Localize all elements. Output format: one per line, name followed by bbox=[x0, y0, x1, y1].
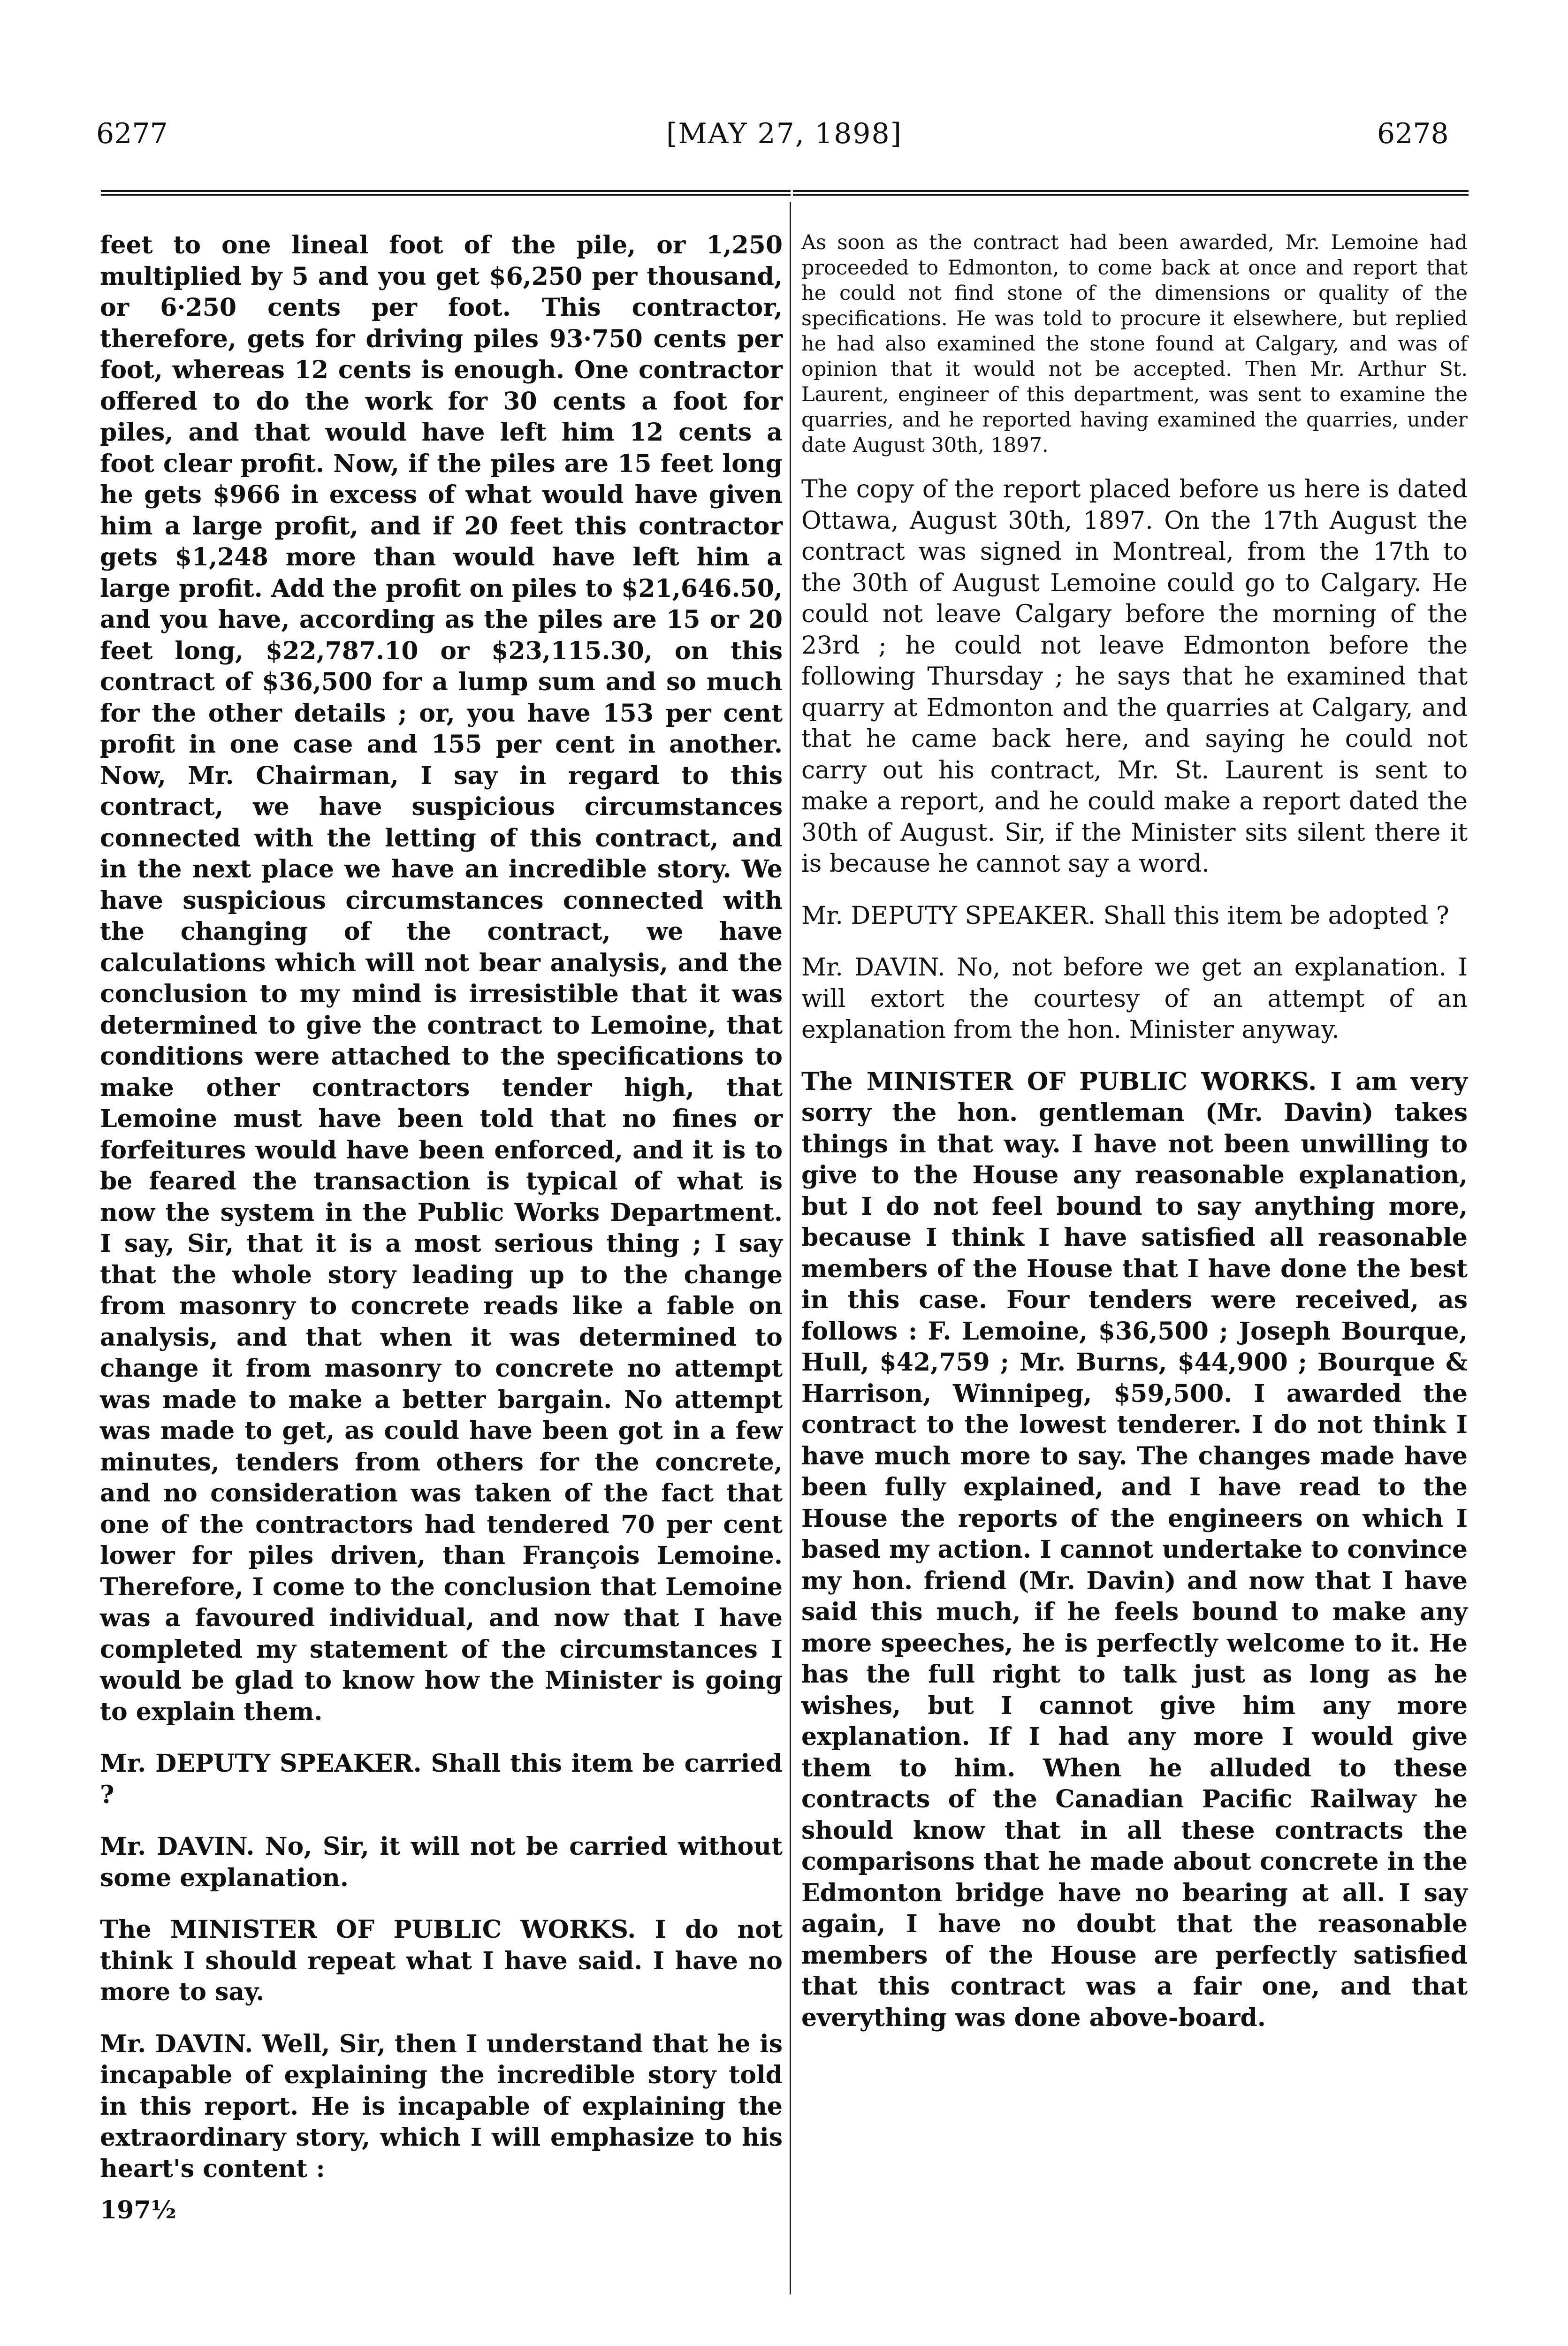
speech-paragraph: Mr. DEPUTY SPEAKER. Shall this item be adopted ? bbox=[801, 901, 1449, 930]
speech-paragraph: The copy of the report placed before us here is dated Ottawa, August 30th, 1897. On the 17th August the contract was signed in Montreal, from the 17th to the 30th of August Lemoine could go to Calgary. He could not leave Calgary before the morning of the 23rd ; he could not leave Edmonton before the following Thursday ; he says that he examined that quarry at Edmonton and the quarries at Calgary, and that he came back here, and saying he could not carry out his contract, Mr. St. Laurent is sent to make a report, and he could make a report dated the 30th of August. Sir, if the Minister sits silent there it is because he cannot say a word. bbox=[801, 475, 1468, 878]
page-date: [MAY 27, 1898] bbox=[666, 117, 903, 150]
speech-paragraph: Mr. DAVIN. No, Sir, it will not be carried without some explanation. bbox=[100, 1832, 783, 1892]
speech-paragraph: Mr. DEPUTY SPEAKER. Shall this item be carried ? bbox=[100, 1749, 783, 1809]
header-rule-left bbox=[101, 190, 791, 196]
right-column bbox=[801, 230, 1468, 2054]
speech-paragraph: The MINISTER OF PUBLIC WORKS. I am very sorry the hon. gentleman (Mr. Davin) takes things in that way. I have not been unwilling to give to the House any reasonable explanation, but I do not feel bound to say anything more, because I think I have satisfied all reasonable members of the House that I have done the best in this case. Four tenders were received, as follows : F. Lemoine, $36,500 ; Joseph Bourque, Hull, $42,759 ; Mr. Burns, $44,900 ; Bourque & Harrison, Winnipeg, $59,500. I awarded the contract to the lowest tenderer. I do not think I have much more to say. The changes made have been fully explained, and I have read to the House the reports of the engineers on which I based my action. I cannot undertake to convince my hon. friend (Mr. Davin) and now that I have said this much, if he feels bound to make any more speeches, he is perfectly welcome to it. He has the full right to talk just as long as he wishes, but I cannot give him any more explanation. If I had any more I would give them to him. When he alluded to these contracts of the Canadian Pacific Railway he should know that in all these contracts the comparisons that he made about concrete in the Edmonton bridge have no bearing at all. I say again, I have no doubt that the reasonable members of the House are perfectly satisfied that this contract was a fair one, and that everything was done above-board. bbox=[801, 1067, 1468, 2032]
speech-paragraph: The MINISTER OF PUBLIC WORKS. I do not think I should repeat what I have said. I have no more to say. bbox=[100, 1915, 783, 2006]
column-divider bbox=[790, 202, 791, 2294]
header-rule-right bbox=[793, 190, 1469, 196]
speech-paragraph: feet to one lineal foot of the pile, or 1,250 multiplied by 5 and you get $6,250 per thousand, or 6·250 cents per foot. This contractor, therefore, gets for driving piles 93·750 cents per foot, whereas 12 cents is enough. One contractor offered to do the work for 30 cents a foot for piles, and that would have left him 12 cents a foot clear profit. Now, if the piles are 15 feet long he gets $966 in excess of what would have given him a large profit, and if 20 feet this contractor gets $1,248 more than would have left him a large profit. Add the profit on piles to $21,646.50, and you have, according as the piles are 15 or 20 feet long, $22,787.10 or $23,115.30, on this contract of $36,500 for a lump sum and so much for the other details ; or, you have 153 per cent profit in one case and 155 per cent in another. Now, Mr. Chairman, I say in regard to this contract, we have suspicious circumstances connected with the letting of this contract, and in the next place we have an incredible story. We have suspicious circumstances connected with the changing of the contract, we have calculations which will not bear analysis, and the conclusion to my mind is irresistible that it was determined to give the contract to Lemoine, that conditions were attached to the specifications to make other contractors tender high, that Lemoine must have been told that no fines or forfeitures would have been enforced, and it is to be feared the transaction is typical of what is now the system in the Public Works Department. I say, Sir, that it is a most serious thing ; I say that the whole story leading up to the change from masonry to concrete reads like a fable on analysis, and that when it was determined to change it from masonry to concrete no attempt was made to make a better bargain. No attempt was made to get, as could have been got in a few minutes, tenders from others for the concrete, and no consideration was taken of the fact that one of the contractors had tendered 70 per cent lower for piles driven, than François Lemoine. Therefore, I come to the conclusion that Lemoine was a favoured individual, and now that I have completed my statement of the circumstances I would be glad to know how the Minister is going to explain them. bbox=[100, 231, 783, 1726]
quoted-report: As soon as the contract had been awarded, Mr. Lemoine had proceeded to Edmonton, to come back at once and report that he could not find stone of the dimensions or quality of the specifications. He was told to procure it elsewhere, but replied he had also examined the stone found at Calgary, and was of opinion that it would not be accepted. Then Mr. Arthur St. Laurent, engineer of this department, was sent to examine the quarries, and he reported having examined the quarries, under date August 30th, 1897. bbox=[801, 231, 1468, 457]
page-header bbox=[0, 0, 1568, 155]
speech-paragraph: Mr. DAVIN. No, not before we get an explanation. I will extort the courtesy of an attempt of an explanation from the hon. Minister anyway. bbox=[801, 953, 1468, 1044]
signature-mark: 197½ bbox=[100, 2196, 176, 2224]
left-column bbox=[100, 230, 783, 2224]
speech-paragraph: Mr. DAVIN. Well, Sir, then I understand that he is incapable of explaining the incredible story told in this report. He is incapable of explaining the extraordinary story, which I will emphasize to his heart's content : bbox=[100, 2029, 783, 2183]
page-number-left: 6277 bbox=[96, 117, 168, 150]
page-number-right: 6278 bbox=[1377, 117, 1449, 150]
